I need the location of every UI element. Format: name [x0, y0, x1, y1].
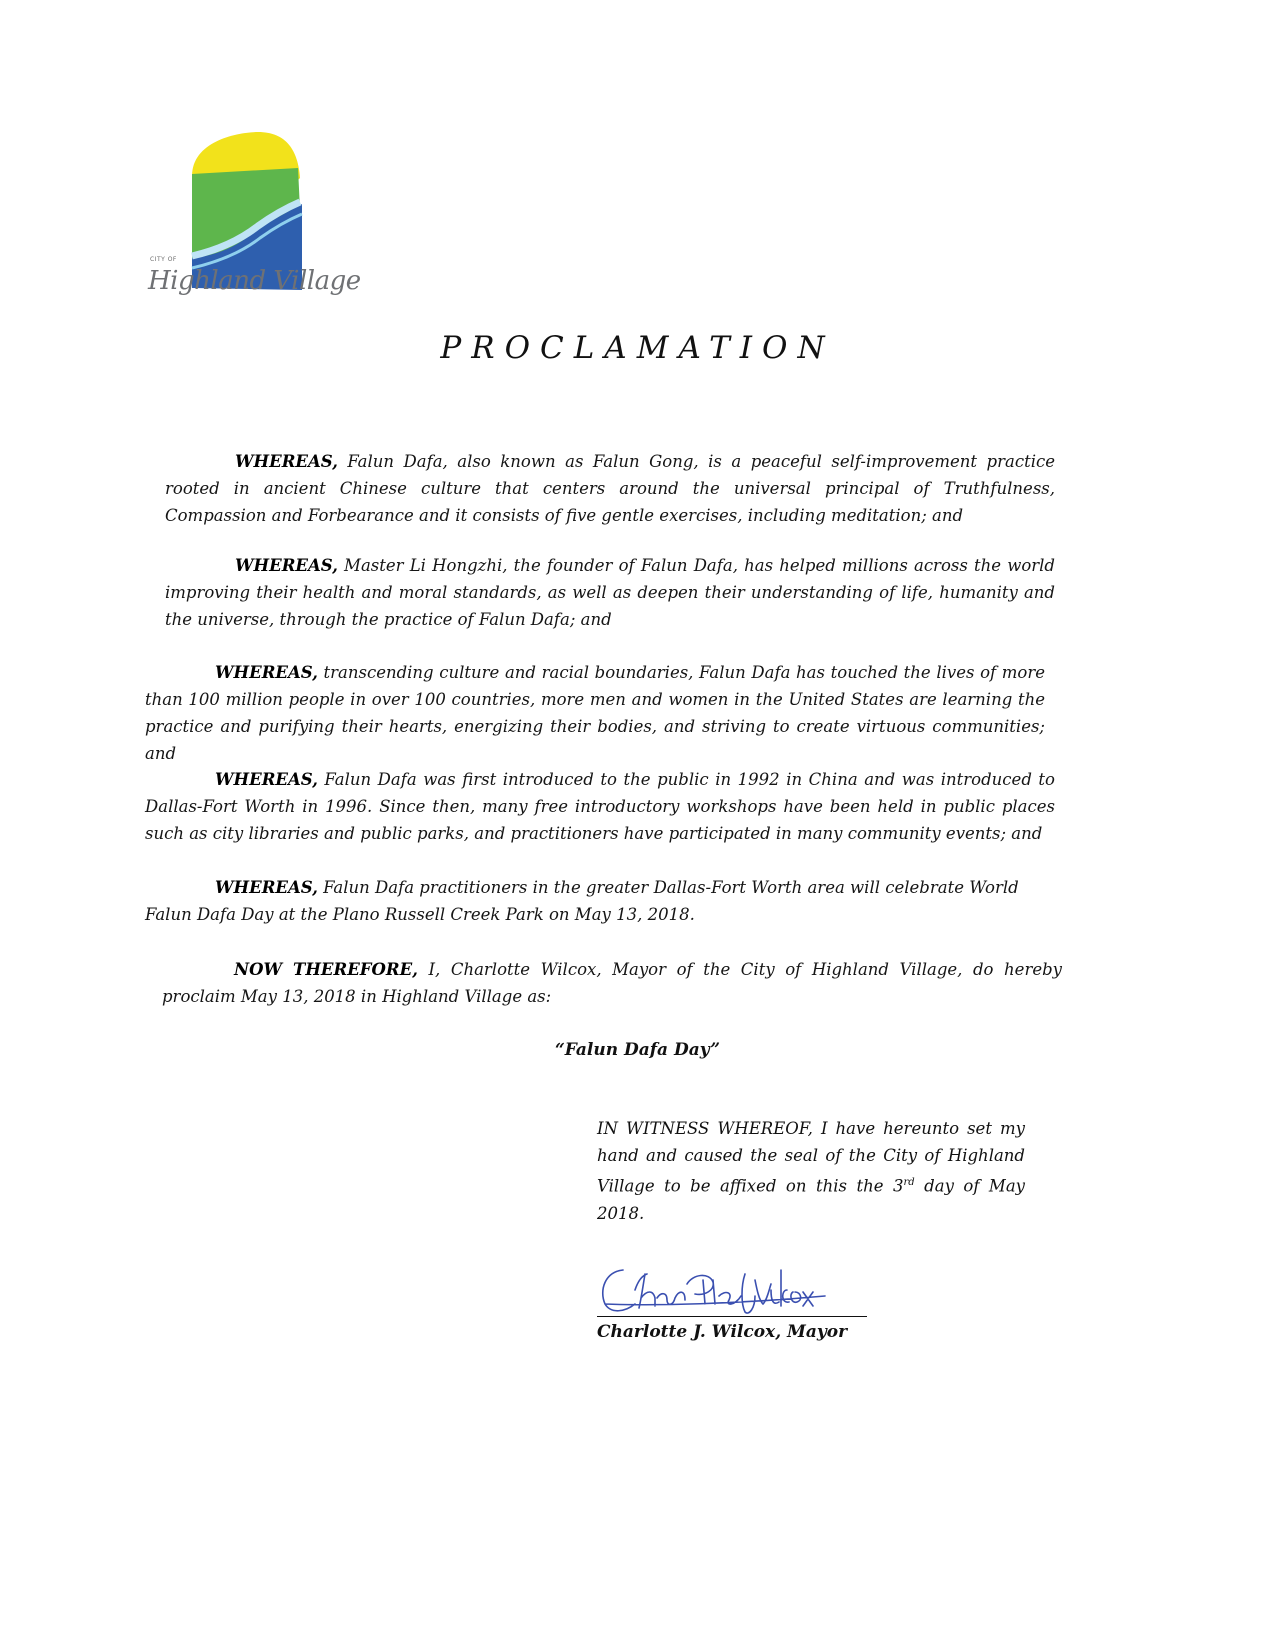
whereas-lead: WHEREAS, — [235, 452, 338, 471]
paragraph-text: transcending culture and racial boundaries, Falun Dafa has touched the lives of more than 100 million people in over 100 countries, more men and women in the United States are learning the practice and purifying their hearts, energizing their bodies, and striving to create virtuous communities; and — [145, 663, 1045, 763]
paragraph-text: Falun Dafa practitioners in the greater Dallas-Fort Worth area will celebrate World Falun Dafa Day at the Plano Russell Creek Park on May 13, 2018. — [145, 878, 1019, 924]
whereas-paragraph-5 — [145, 874, 1045, 928]
witness-text-start: IN WITNESS WHEREOF, I have hereunto set my hand and caused the seal of the City of Highland Village to be affixed on this the 3 — [597, 1119, 1025, 1196]
signatory-name: Charlotte J. Wilcox, Mayor — [597, 1322, 848, 1342]
whereas-paragraph-3 — [145, 659, 1045, 767]
now-therefore-lead: NOW THEREFORE, — [234, 960, 418, 979]
logo-city-name: Highland Village — [148, 266, 361, 296]
whereas-lead: WHEREAS, — [215, 878, 318, 897]
whereas-paragraph-2 — [165, 552, 1055, 633]
whereas-lead: WHEREAS, — [215, 770, 318, 789]
now-therefore-paragraph — [162, 956, 1062, 1010]
paragraph-text: Master Li Hongzhi, the founder of Falun Dafa, has helped millions across the world improving their health and moral standards, as well as deepen their understanding of life, humanity and the universe, through the practice of Falun Dafa; and — [165, 556, 1055, 629]
logo-city-of-text: CITY OF — [150, 256, 177, 263]
paragraph-text: I, Charlotte Wilcox, Mayor of the City of Highland Village, do hereby proclaim May 13, 2018 in Highland Village as: — [162, 960, 1062, 1006]
declaration-text: “Falun Dafa Day” — [554, 1040, 721, 1060]
paragraph-text: Falun Dafa, also known as Falun Gong, is a peaceful self-improvement practice rooted in ancient Chinese culture that centers around the universal principal of Truthfulness, Compassion and Forbearance and it consists of five gentle exercises, including meditation; and — [165, 452, 1055, 525]
handwritten-signature — [595, 1260, 845, 1320]
witness-text-end: day of May 2018. — [597, 1176, 1025, 1223]
whereas-lead: WHEREAS, — [235, 556, 338, 575]
whereas-lead: WHEREAS, — [215, 663, 318, 682]
page-title: PROCLAMATION — [440, 330, 835, 366]
paragraph-text: Falun Dafa was first introduced to the public in 1992 in China and was introduced to Dallas-Fort Worth in 1996. Since then, many free introductory workshops have been held in public places such as city libraries and public parks, and practitioners have participated in many community events; and — [145, 770, 1055, 843]
witness-superscript: rd — [903, 1177, 915, 1188]
witness-block — [597, 1115, 1025, 1227]
signature-line — [597, 1316, 867, 1317]
whereas-paragraph-4 — [145, 766, 1055, 847]
whereas-paragraph-1 — [165, 448, 1055, 529]
